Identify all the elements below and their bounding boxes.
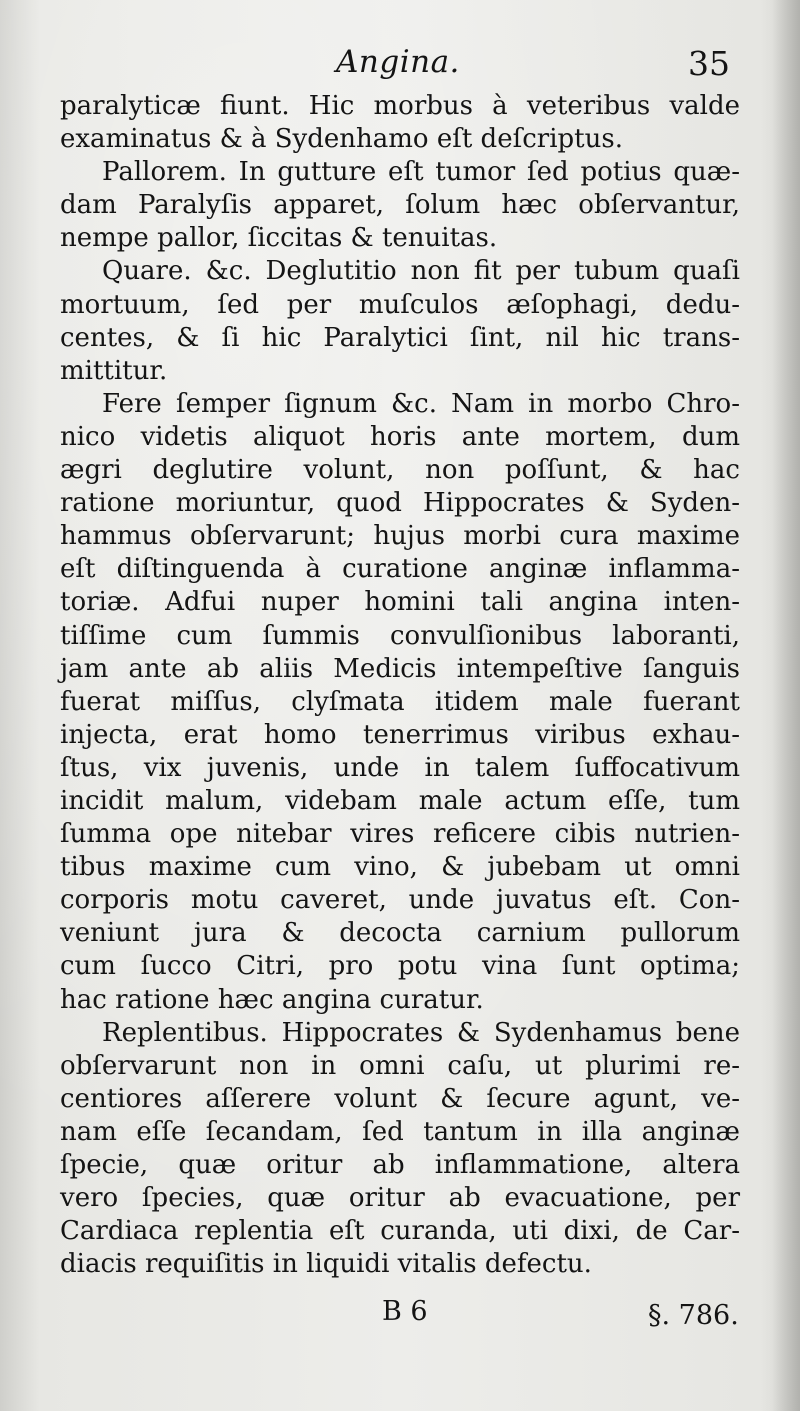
catchword: §. 786. (648, 1300, 739, 1331)
text-line: tiſſime cum ſummis convulſionibus laboranti, (60, 620, 740, 651)
text-line: centiores aſſerere volunt & ſecure agunt, ve- (60, 1083, 740, 1114)
text-line: mittitur. (60, 355, 168, 386)
page-number: 35 (688, 44, 730, 83)
text-line: paralyticæ fiunt. Hic morbus à veteribus valde (60, 91, 740, 121)
text-line: tibus maxime cum vino, & jubebam ut omni (60, 852, 740, 883)
text-line: nico videtis aliquot horis ante mortem, dum (60, 421, 740, 452)
text-line: Fere ſemper ſignum &c. Nam in morbo Chro- (102, 388, 740, 419)
text-line: incidit malum, videbam male actum eſſe, tum (60, 785, 740, 816)
text-line: diacis requiſitis in liquidi vitalis defectu. (60, 1249, 592, 1280)
text-line: nempe pallor, ſiccitas & tenuitas. (60, 223, 498, 254)
text-line: obſervarunt non in omni caſu, ut plurimi re- (60, 1050, 740, 1081)
text-line: centes, & ſi hic Paralytici ſint, nil hic trans- (60, 322, 740, 353)
text-line: nam eſſe ſecandam, ſed tantum in illa anginæ (60, 1116, 740, 1147)
text-line: eſt diſtinguenda à curatione anginæ inflamma- (60, 554, 740, 585)
text-line: examinatus & à Sydenhamo eſt deſcriptus. (60, 124, 623, 155)
body-text (60, 90, 740, 1281)
text-line: injecta, erat homo tenerrimus viribus exhau- (60, 719, 740, 750)
text-line: toriæ. Adfui nuper homini tali angina inten- (60, 587, 740, 618)
text-line: Quare. &c. Deglutitio non fit per tubum quaſi (102, 256, 740, 287)
page-header (0, 44, 800, 84)
text-line: jam ante ab aliis Medicis intempeſtive ſanguis (60, 653, 740, 684)
text-line: Replentibus. Hippocrates & Sydenhamus bene (102, 1017, 740, 1048)
text-line: Pallorem. In gutture eſt tumor ſed potius quæ- (102, 157, 740, 188)
signature-mark: B 6 (382, 1296, 428, 1327)
text-line: mortuum, ſed per muſculos æſophagi, dedu- (60, 289, 740, 320)
text-line: fuerat miſſus, clyſmata itidem male fuerant (60, 686, 740, 717)
text-line: veniunt jura & decocta carnium pullorum (60, 918, 740, 949)
text-line: ſumma ope nitebar vires reficere cibis nutrien- (60, 819, 740, 850)
text-line: hammus obſervarunt; hujus morbi cura maxime (60, 521, 740, 552)
running-head: Angina. (336, 44, 460, 80)
text-line: cum ſucco Citri, pro potu vina ſunt optima; (60, 951, 740, 982)
text-line: corporis motu caveret, unde juvatus eſt. Con- (60, 885, 740, 916)
text-line: ſpecie, quæ oritur ab inflammatione, altera (60, 1150, 740, 1180)
text-line: ratione moriuntur, quod Hippocrates & Syden- (60, 488, 740, 519)
text-line: ægri deglutire volunt, non poſſunt, & hac (60, 455, 740, 486)
text-line: Cardiaca replentia eſt curanda, uti dixi, de Car- (60, 1216, 740, 1247)
text-line: dam Paralyſis apparet, ſolum hæc obſervantur, (60, 190, 740, 221)
text-line: vero ſpecies, quæ oritur ab evacuatione, per (60, 1183, 740, 1214)
text-line: hac ratione hæc angina curatur. (60, 984, 484, 1015)
page-footer (0, 1296, 800, 1336)
page-edge-shadow (772, 0, 800, 1411)
text-line: ſtus, vix juvenis, unde in talem ſuffocativum (60, 752, 740, 783)
